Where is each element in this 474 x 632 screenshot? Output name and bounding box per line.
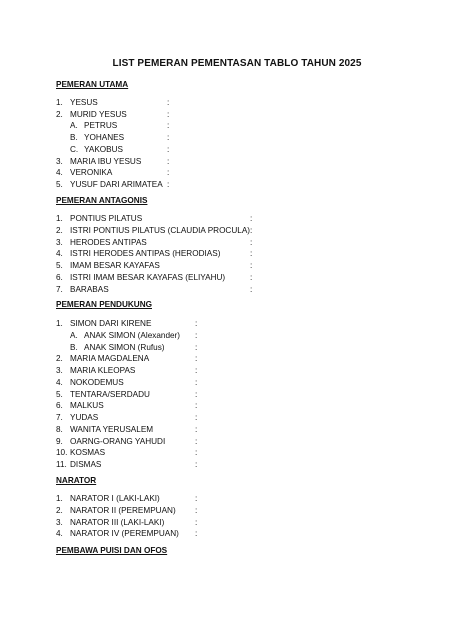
list-item-colon: : [195, 436, 198, 446]
list-item-colon: : [195, 330, 198, 340]
list-item-colon: : [195, 529, 198, 539]
list-item-number: 7. [56, 284, 63, 294]
list-item-label: YUSUF DARI ARIMATEA [70, 179, 163, 189]
list-item-number: 2. [56, 505, 63, 515]
list-item-number: 4. [56, 529, 63, 539]
list-item-number: 10. [56, 448, 68, 458]
list-item-number: A. [70, 330, 78, 340]
list-item-colon: : [195, 505, 198, 515]
list-item-number: 3. [56, 517, 63, 527]
list-item-colon: : [195, 319, 198, 328]
list-item-number: 2. [56, 354, 63, 364]
list-item-number: 1. [56, 494, 63, 503]
list-item-label: PONTIUS PILATUS [70, 214, 143, 223]
list-item-label: KOSMAS [70, 448, 106, 458]
section-heading: PEMERAN PENDUKUNG [56, 300, 152, 309]
list-item-label: ISTRI PONTIUS PILATUS (CLAUDIA PROCULA) [70, 225, 251, 235]
list-item-label: NARATOR III (LAKI-LAKI) [70, 517, 165, 527]
list-item-label: YUDAS [70, 413, 99, 422]
list-item-colon: : [250, 261, 253, 271]
section-heading: PEMERAN ANTAGONIS [56, 196, 148, 205]
list-item-number: 6. [56, 273, 63, 282]
list-item-label: WANITA YERUSALEM [70, 424, 154, 434]
list-item-number: 1. [56, 214, 63, 223]
list-item-number: A. [70, 121, 78, 131]
list-item-colon: : [195, 366, 198, 375]
list-item-number: 9. [56, 436, 63, 446]
list-item-colon: : [250, 225, 253, 235]
section-heading: PEMERAN UTAMA [56, 80, 129, 89]
list-item-label: YOHANES [84, 133, 125, 143]
list-item-colon: : [195, 424, 198, 434]
list-item-number: 3. [56, 237, 63, 247]
list-item-colon: : [195, 448, 198, 458]
list-item-label: VERONIKA [70, 168, 113, 178]
list-item-colon: : [167, 179, 170, 189]
list-item-label: OARNG-ORANG YAHUDI [70, 436, 166, 446]
list-item-label: MURID YESUS [70, 109, 127, 119]
list-item-label: IMAM BESAR KAYAFAS [70, 261, 160, 271]
list-item-colon: : [167, 98, 170, 107]
list-item-label: PETRUS [84, 121, 118, 131]
list-item-number: 3. [56, 366, 63, 375]
list-item-colon: : [167, 168, 170, 178]
list-item-number: C. [70, 144, 79, 154]
list-item-colon: : [195, 517, 198, 527]
list-item-number: 8. [56, 424, 63, 434]
list-item-label: SIMON DARI KIRENE [70, 319, 152, 328]
document-title: LIST PEMERAN PEMENTASAN TABLO TAHUN 2025 [112, 58, 362, 69]
list-item-colon: : [195, 354, 198, 364]
list-item-number: 1. [56, 319, 63, 328]
list-item-colon: : [195, 342, 198, 352]
list-item-number: B. [70, 133, 78, 143]
list-item-label: ISTRI HERODES ANTIPAS (HERODIAS) [70, 249, 221, 259]
list-item-colon: : [195, 460, 198, 469]
list-item-colon: : [167, 156, 170, 166]
list-item-number: 6. [56, 401, 63, 411]
list-item-colon: : [250, 249, 253, 259]
list-item-label: HERODES ANTIPAS [70, 237, 147, 247]
list-item-number: 4. [56, 377, 63, 387]
list-item-label: BARABAS [70, 284, 109, 294]
list-item-label: MARIA KLEOPAS [70, 366, 136, 375]
list-item-label: MARIA IBU YESUS [70, 156, 142, 166]
list-item-number: B. [70, 342, 78, 352]
list-item-number: 2. [56, 225, 63, 235]
list-item-label: ISTRI IMAM BESAR KAYAFAS (ELIYAHU) [70, 273, 226, 282]
list-item-number: 2. [56, 109, 63, 119]
list-item-colon: : [167, 109, 170, 119]
list-item-label: MALKUS [70, 401, 104, 411]
list-item-colon: : [195, 389, 198, 399]
list-item-colon: : [195, 377, 198, 387]
list-item-colon: : [250, 284, 253, 294]
list-item-colon: : [250, 273, 253, 282]
list-item-label: ANAK SIMON (Alexander) [84, 330, 181, 340]
list-item-label: MARIA MAGDALENA [70, 354, 150, 364]
list-item-colon: : [195, 413, 198, 422]
list-item-label: NARATOR I (LAKI-LAKI) [70, 494, 160, 503]
list-item-colon: : [195, 494, 198, 503]
list-item-label: NOKODEMUS [70, 377, 124, 387]
list-item-colon: : [195, 401, 198, 411]
list-item-colon: : [250, 237, 253, 247]
list-item-label: YESUS [70, 98, 98, 107]
section-heading: NARATOR [56, 476, 97, 485]
list-item-number: 5. [56, 179, 63, 189]
list-item-colon: : [167, 133, 170, 143]
list-item-label: TENTARA/SERDADU [70, 389, 150, 399]
list-item-number: 5. [56, 261, 63, 271]
section-heading: PEMBAWA PUISI DAN OFOS [56, 546, 168, 555]
list-item-number: 7. [56, 413, 63, 422]
list-item-colon: : [167, 144, 170, 154]
list-item-number: 4. [56, 249, 63, 259]
list-item-label: YAKOBUS [84, 144, 123, 154]
list-item-number: 11. [56, 460, 67, 469]
list-item-number: 4. [56, 168, 63, 178]
list-item-number: 1. [56, 98, 63, 107]
list-item-label: ANAK SIMON (Rufus) [84, 342, 165, 352]
list-item-colon: : [167, 121, 170, 131]
list-item-number: 3. [56, 156, 63, 166]
list-item-label: NARATOR IV (PEREMPUAN) [70, 529, 179, 539]
list-item-number: 5. [56, 389, 63, 399]
list-item-label: DISMAS [70, 460, 102, 469]
list-item-label: NARATOR II (PEREMPUAN) [70, 505, 176, 515]
list-item-colon: : [250, 214, 253, 223]
